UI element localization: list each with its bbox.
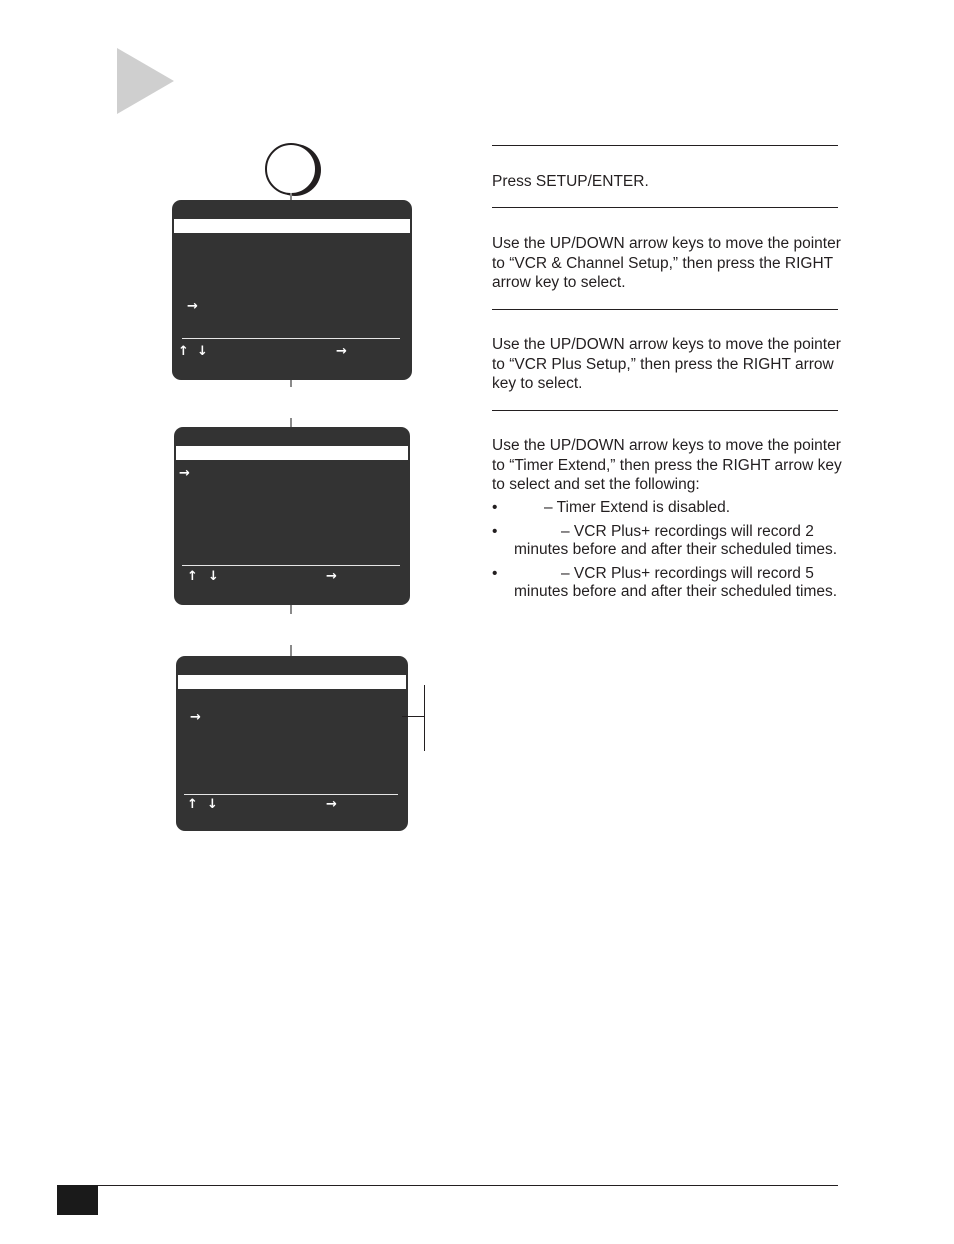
option-off-description: – Timer Extend is disabled.: [544, 499, 731, 516]
bullet-icon: •: [492, 522, 498, 540]
down-arrow-icon: ↓: [207, 797, 218, 812]
step-3-text: Use the UP/DOWN arrow keys to move the pointer to “VCR Plus Setup,” then press the RIGHT arrow key to select.: [492, 336, 841, 392]
callout-bracket: [424, 685, 425, 751]
menu-screen-vcr-channel-setup: [174, 427, 410, 605]
step-4-text: Use the UP/DOWN arrow keys to move the pointer to “Timer Extend,” then press the RIGHT arrow key to select and set the following:: [492, 437, 842, 493]
menu-title-bar: [178, 675, 406, 689]
connector-line: [290, 380, 292, 387]
step-divider: [492, 410, 838, 411]
bullet-icon: •: [492, 499, 498, 516]
menu-screen-main: [172, 200, 412, 380]
up-arrow-icon: ↑: [187, 797, 198, 812]
pointer-arrow-icon: →: [187, 299, 198, 314]
step-1-text: Press SETUP/ENTER.: [492, 173, 649, 190]
right-arrow-icon: →: [336, 344, 347, 359]
menu-divider: [184, 794, 398, 795]
callout-leader-line: [402, 716, 424, 717]
connector-line: [290, 605, 292, 614]
pointer-arrow-icon: →: [179, 466, 190, 481]
menu-title-bar: [176, 446, 408, 460]
menu-divider: [182, 565, 400, 566]
footer-rule: [98, 1185, 838, 1186]
section-marker-triangle: [117, 48, 174, 114]
setup-enter-button-illustration: [265, 143, 317, 195]
menu-screen-vcr-plus-setup: [176, 656, 408, 831]
timer-extend-options-list: [492, 499, 842, 607]
step-2-text: Use the UP/DOWN arrow keys to move the pointer to “VCR & Channel Setup,” then press the RIGHT arrow key to select.: [492, 235, 841, 291]
up-arrow-icon: ↑: [187, 569, 198, 584]
step-divider: [492, 145, 838, 146]
list-item: [492, 565, 842, 602]
page-number-tab: [57, 1185, 98, 1215]
list-item: [492, 523, 842, 560]
step-divider: [492, 207, 838, 208]
connector-line: [290, 645, 292, 656]
connector-line: [290, 418, 292, 427]
step-divider: [492, 309, 838, 310]
menu-divider: [182, 338, 400, 339]
right-arrow-icon: →: [326, 569, 337, 584]
up-arrow-icon: ↑: [178, 344, 189, 359]
down-arrow-icon: ↓: [197, 344, 208, 359]
option-5-min-description: – VCR Plus+ recordings will record 5 minutes before and after their scheduled times.: [514, 564, 838, 600]
right-arrow-icon: →: [326, 797, 337, 812]
pointer-arrow-icon: →: [190, 710, 201, 725]
bullet-icon: •: [492, 564, 498, 582]
menu-title-bar: [174, 219, 410, 233]
option-2-min-description: – VCR Plus+ recordings will record 2 minutes before and after their scheduled times.: [514, 522, 838, 558]
list-item: [492, 499, 842, 518]
down-arrow-icon: ↓: [208, 569, 219, 584]
